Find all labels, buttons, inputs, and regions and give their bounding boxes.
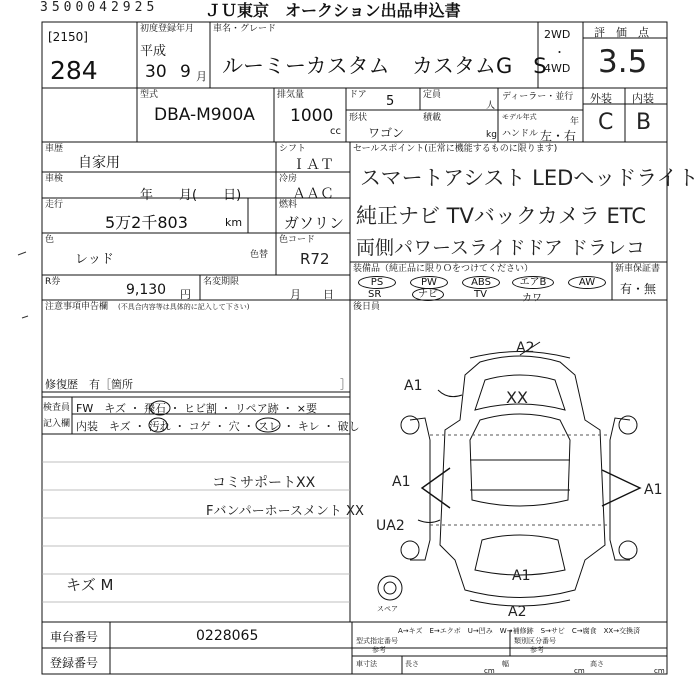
- car-name: ルーミーカスタム: [222, 54, 390, 78]
- rating-value: 3.5: [598, 44, 648, 80]
- equip-aw: AW: [568, 276, 606, 289]
- interior-row: 内装 キズ ・ 汚れ ・ コゲ ・ 穴 ・ スレ ・ キレ ・ 破し: [76, 420, 360, 433]
- aircon-label: 冷房: [279, 174, 298, 184]
- handle-value: 左・右: [540, 129, 577, 143]
- color-change-label: 色替: [250, 250, 269, 260]
- barcode-number: 3500042925: [40, 0, 159, 15]
- inspector-note-2: Fバンパーホースメント XX: [206, 504, 364, 519]
- transfer-label: 名変期限: [203, 277, 240, 287]
- mark-front-left: A1: [404, 378, 423, 394]
- ref-short-1: 参考: [372, 646, 386, 654]
- inspector-note-3: キズ M: [66, 576, 114, 594]
- color-label: 色: [45, 235, 55, 245]
- car-grade-label: 車名・グレード: [213, 24, 277, 34]
- mark-left-side: A1: [392, 474, 411, 490]
- exterior-label: 外装: [590, 92, 612, 105]
- drive-4wd: 4WD: [544, 62, 571, 75]
- equip-ps: PS: [358, 276, 396, 289]
- rear-seat-label: 後日員: [353, 302, 381, 312]
- interior-grade: B: [636, 110, 652, 135]
- mark-left-rear: UA2: [376, 518, 405, 534]
- handle-label: ハンドル: [502, 129, 539, 139]
- displacement-label: 排気量: [277, 90, 305, 100]
- doors: 5: [386, 94, 395, 109]
- inspection-label: 車検: [45, 174, 64, 184]
- interior-label: 内装: [632, 92, 654, 105]
- equip-abs: ABS: [462, 276, 500, 289]
- equip-leather: カワ: [522, 293, 542, 304]
- equip-navi: ナビ: [412, 288, 444, 301]
- history: 自家用: [78, 155, 120, 171]
- sales-point-2: 純正ナビ TVバックカメラ ETC: [356, 204, 647, 228]
- warranty-label: 新車保証書: [615, 264, 661, 274]
- length-label: 長さ: [405, 660, 419, 668]
- chassis-label: 車台番号: [50, 630, 99, 644]
- height-cm-unit: cm: [654, 667, 665, 675]
- displacement: 1000: [290, 106, 334, 126]
- lot-number: 284: [50, 56, 98, 85]
- mark-front-top: A2: [516, 340, 535, 356]
- capacity-label: 定員: [423, 90, 442, 100]
- mark-hood: XX: [506, 388, 528, 407]
- equip-tv: TV: [474, 289, 487, 300]
- dealer-label: ディーラー・並行: [502, 92, 574, 102]
- mark-rear: A1: [512, 568, 531, 584]
- reg-month: 9: [180, 62, 191, 82]
- recycle-label: R券: [45, 277, 61, 287]
- damage-legend: A→キズ E→エクボ U→凹み W→補修跡 S→サビ C→腐食 XX→交換済: [398, 627, 641, 635]
- ref-code: [2150]: [48, 30, 88, 44]
- era: 平成: [140, 44, 167, 59]
- equip-pw: PW: [410, 276, 448, 289]
- shift-label: シフト: [279, 144, 307, 154]
- doors-label: ドア: [349, 90, 367, 100]
- capacity-unit: 人: [486, 101, 496, 111]
- aircon: ＡＡＣ: [292, 186, 334, 202]
- yen-unit: 円: [180, 288, 191, 301]
- equipment-label: 装備品（純正品に限りＯをつけてください）: [353, 264, 534, 274]
- rating-label: 評 価 点: [594, 26, 649, 39]
- warranty-value: 有・無: [620, 282, 657, 296]
- sales-point-1: スマートアシスト LEDヘッドライト: [360, 166, 699, 190]
- mileage: 5万2千803: [105, 213, 188, 232]
- drive-2wd: 2WD: [544, 28, 571, 41]
- equip-airbag: エアB: [512, 276, 554, 289]
- first-reg-label: 初度登録年月: [140, 24, 195, 34]
- chassis-number: 0228065: [196, 628, 259, 644]
- model: DBA-M900A: [154, 105, 255, 125]
- dims-label: 車寸法: [356, 660, 377, 668]
- year-unit: 年: [570, 117, 580, 127]
- notice-label: 注意事項申告欄: [45, 302, 109, 312]
- history-label: 車歴: [45, 144, 64, 154]
- equip-sr: SR: [368, 289, 382, 300]
- height-label: 高さ: [590, 660, 604, 668]
- reg-year: 30: [145, 62, 167, 82]
- color-code: R72: [300, 250, 330, 268]
- reg-number-label: 登録番号: [50, 656, 99, 670]
- shape-label: 形状: [349, 113, 368, 123]
- length-cm-unit: cm: [484, 667, 495, 675]
- inspection-value: 年 月( 日): [140, 188, 242, 203]
- spare-label: スペア: [377, 605, 398, 613]
- form-label-1: 型式指定番号: [356, 637, 398, 645]
- notice-note: (不具合内容等は具体的に記入して下さい): [118, 303, 250, 311]
- model-label: 型式: [140, 90, 159, 100]
- transfer-value: 月 日: [290, 288, 334, 301]
- width-cm-unit: cm: [574, 667, 585, 675]
- sales-point-3: 両側パワースライドドア ドラレコ: [356, 237, 645, 259]
- width-label: 幅: [502, 660, 509, 668]
- mileage-label: 走行: [45, 200, 64, 210]
- ref-short-2: 参考: [530, 646, 544, 654]
- check-label-2: 記入欄: [43, 419, 71, 429]
- load-unit: kg: [486, 130, 497, 140]
- repair-history: 修復歴 有［箇所: [45, 378, 133, 391]
- exterior-grade: C: [598, 110, 614, 135]
- fuel: ガソリン: [284, 214, 345, 232]
- color-code-label: 色コード: [279, 235, 316, 245]
- shape: ワゴン: [368, 126, 405, 140]
- fw-row: FW キズ ・ 飛石 ・ ヒビ割 ・ リペア跡 ・ ×要: [76, 402, 317, 415]
- sales-point-label: セールスポイント(正常に機能するものに限ります): [353, 144, 558, 154]
- form-label-2: 類別区分番号: [514, 637, 556, 645]
- mark-rear-bottom: A2: [508, 604, 527, 620]
- month-unit: 月: [196, 70, 207, 83]
- grade: カスタムG S: [412, 54, 547, 78]
- load-label: 積載: [423, 113, 442, 123]
- shift: ＩＡＴ: [292, 157, 334, 173]
- auction-title: ＪＵ東京 オークション出品申込書: [205, 1, 461, 20]
- mark-right-side: A1: [644, 482, 663, 498]
- check-label-1: 検査員: [43, 403, 71, 413]
- recycle-amount: 9,130: [126, 282, 167, 298]
- cc-unit: cc: [330, 126, 341, 137]
- km-unit: km: [225, 216, 243, 229]
- fuel-label: 燃料: [279, 200, 298, 210]
- color: レッド: [75, 252, 114, 267]
- model-year-label: モデル年式: [502, 113, 537, 121]
- repair-end: ］: [340, 378, 351, 391]
- inspector-note-1: コミサポートXX: [212, 475, 316, 491]
- drive-dot: ・: [554, 46, 565, 59]
